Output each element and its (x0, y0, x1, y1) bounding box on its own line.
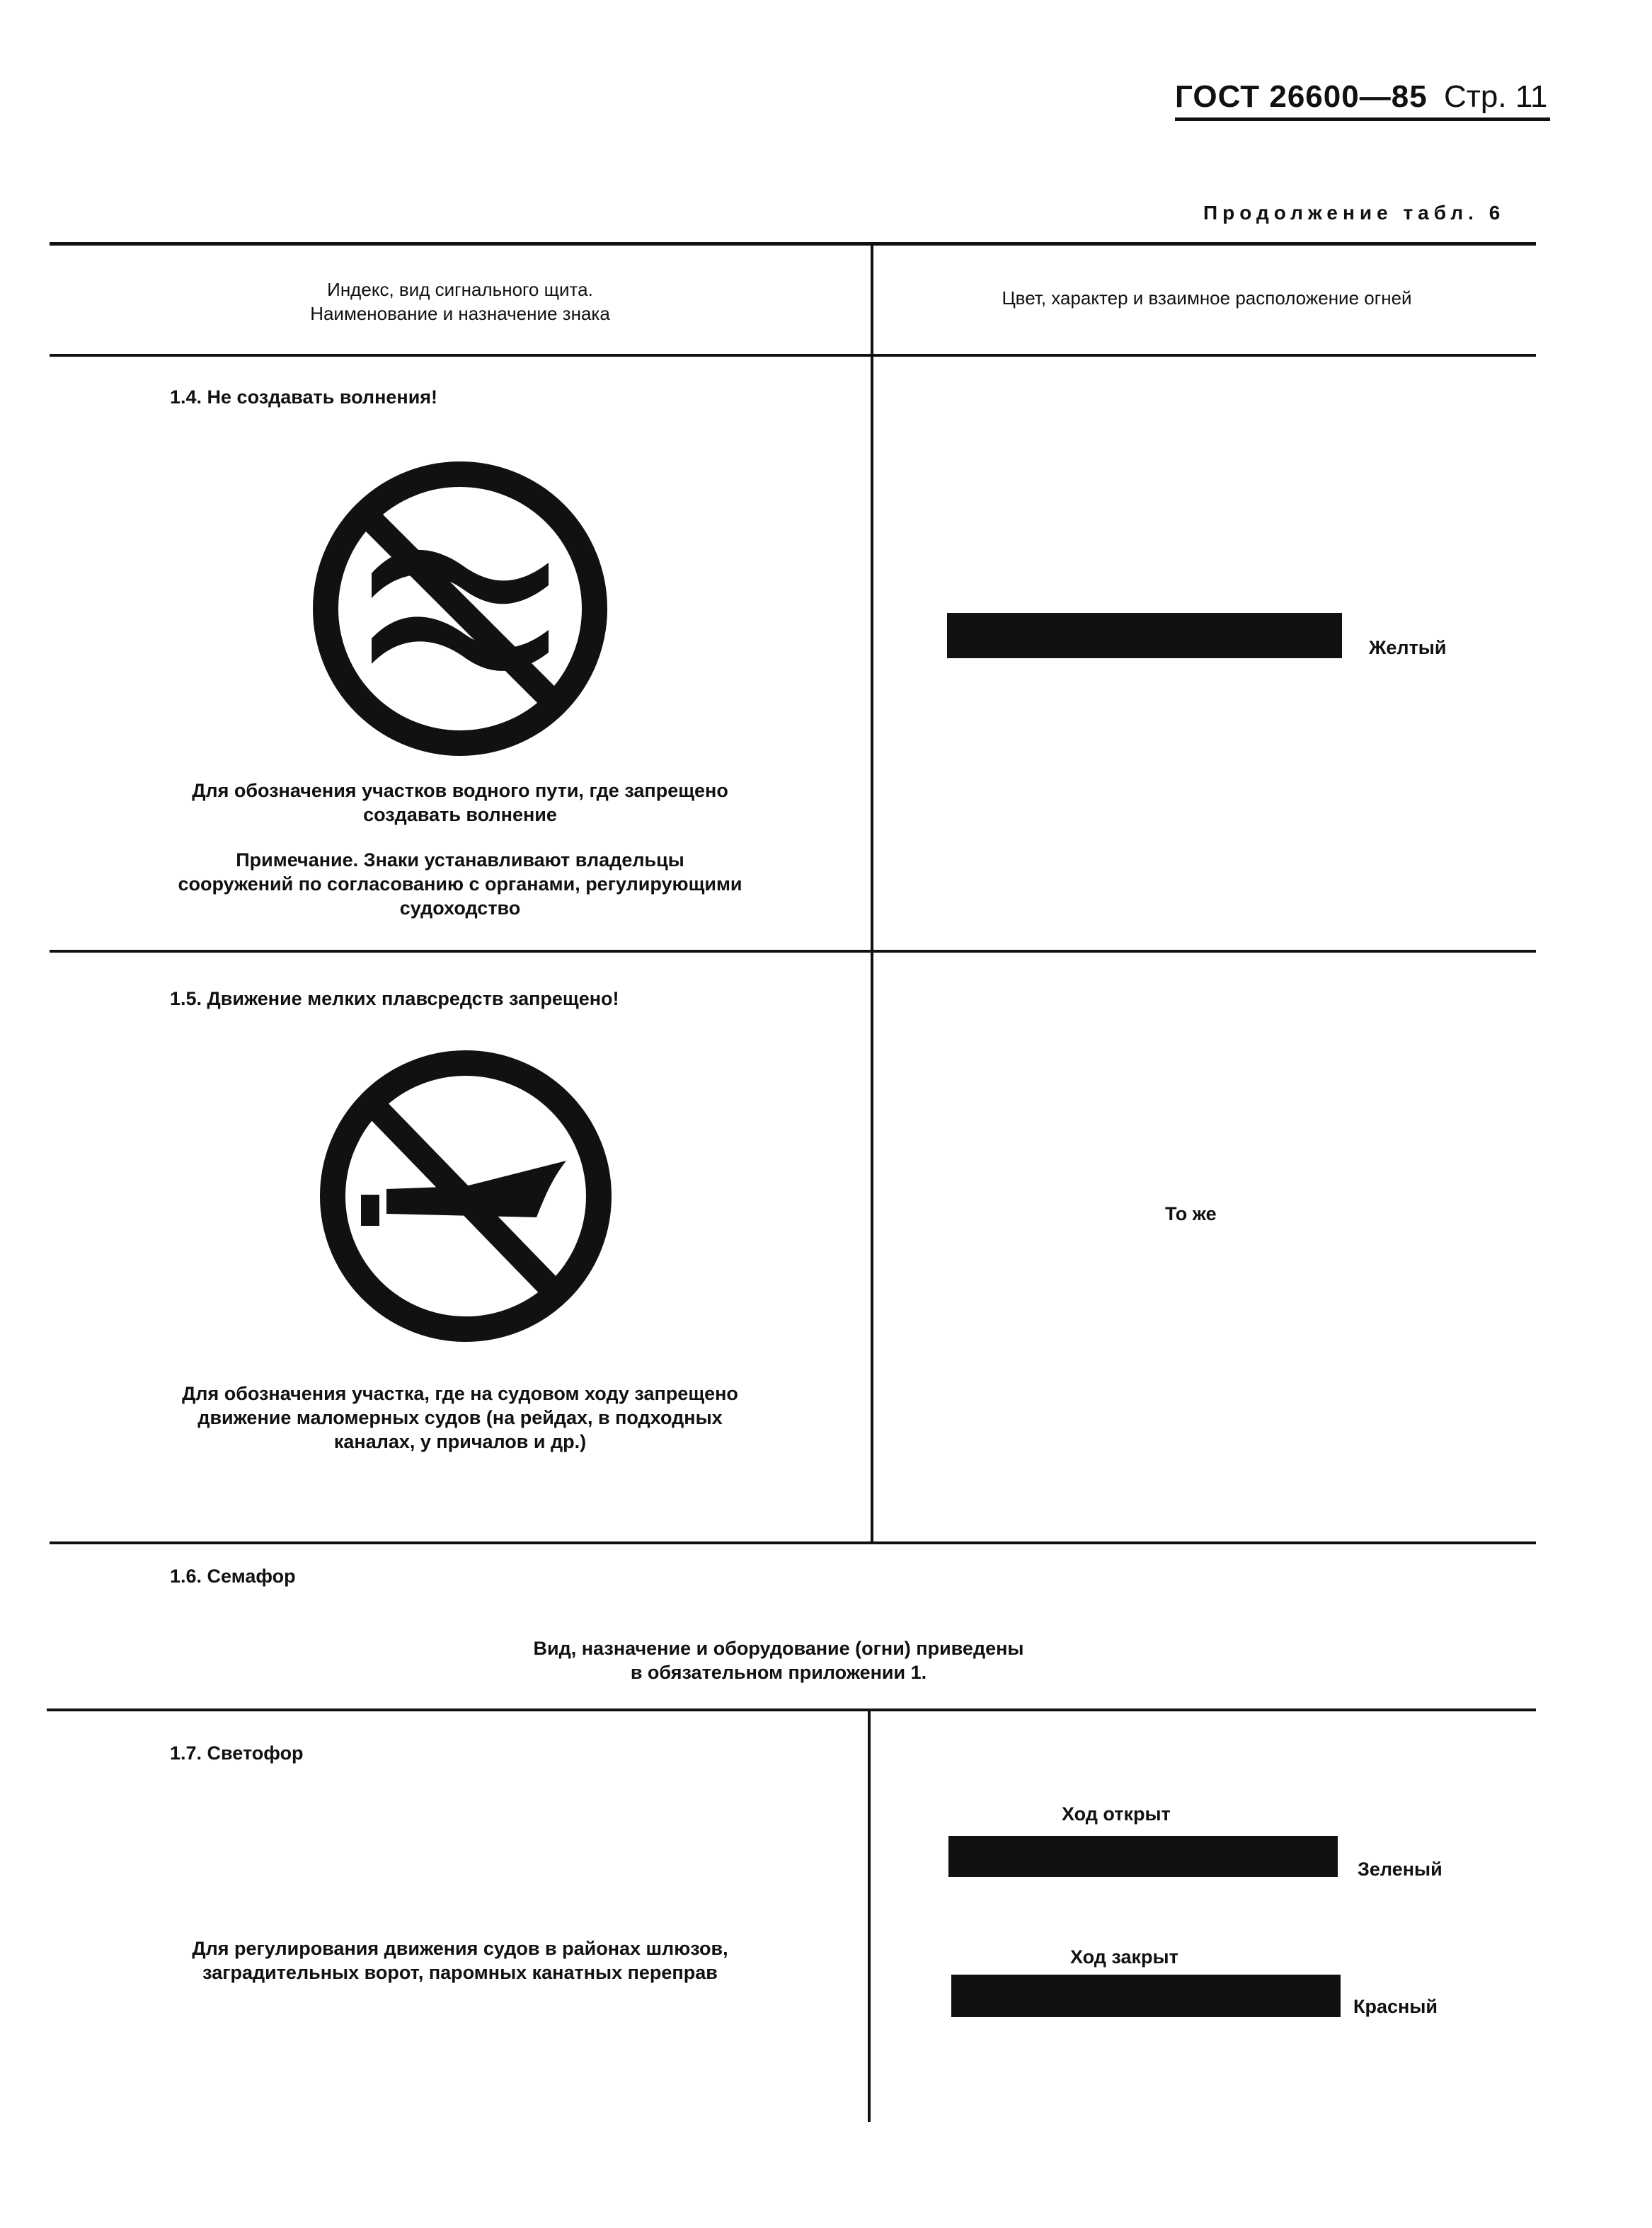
table-continuation-label: Продолжение табл. 6 (1203, 202, 1505, 224)
green-light-bar (948, 1836, 1338, 1877)
row-16-desc-line2: в обязательном приложении 1. (630, 1662, 927, 1683)
open-channel-label: Ход открыт (1062, 1803, 1171, 1825)
column-divider-bottom (868, 1709, 871, 2122)
red-light-label: Красный (1353, 1996, 1438, 2017)
column-divider-top (871, 242, 873, 1544)
row-17-title: 1.7. Светофор (170, 1742, 304, 1764)
no-small-craft-sign-icon (310, 1040, 621, 1352)
row-17-desc-line2: заградительных ворот, паромных канатных переправ (202, 1962, 718, 1983)
table-top-border (50, 242, 1536, 246)
col1-header-line2: Наименование и назначение знака (310, 303, 610, 324)
row-14-desc-line1: Для обозначения участков водного пути, где запрещено (192, 780, 728, 801)
table-header-bottom-border (50, 354, 1536, 357)
page-header-gost: ГОСТ 26600—85 (1175, 79, 1428, 114)
boat-stern (361, 1195, 379, 1226)
row-14-bottom-border (50, 950, 1536, 953)
red-light-bar (951, 1975, 1341, 2017)
yellow-light-bar (947, 613, 1342, 658)
row-17-desc-line1: Для регулирования движения судов в районах шлюзов, (192, 1938, 728, 1959)
closed-channel-label: Ход закрыт (1070, 1946, 1178, 1968)
col1-header-line1: Индекс, вид сигнального щита. (327, 279, 593, 300)
row-14-title: 1.4. Не создавать волнения! (170, 386, 438, 408)
row-14-note-line3: судоходство (399, 897, 521, 919)
yellow-light-label: Желтый (1369, 637, 1447, 658)
row-15-bottom-border (50, 1541, 1536, 1544)
row-15-description (106, 1382, 814, 1454)
row-16-bottom-border (47, 1709, 1536, 1711)
prohibition-slash (365, 513, 556, 704)
header-underline (1175, 117, 1550, 121)
row-16-desc-line1: Вид, назначение и оборудование (огни) приведены (533, 1638, 1024, 1659)
row-15-desc-line2: движение маломерных судов (на рейдах, в подходных (197, 1407, 723, 1428)
green-light-label: Зеленый (1358, 1859, 1442, 1880)
row-16-title: 1.6. Семафор (170, 1566, 296, 1587)
row-15-title: 1.5. Движение мелких плавсредств запрещено! (170, 988, 619, 1009)
row-15-same-as-above: То же (1165, 1203, 1217, 1224)
no-waves-sign-icon (304, 453, 616, 764)
row-14-note-line2: сооружений по согласованию с органами, регулирующими (178, 873, 742, 895)
col2-header: Цвет, характер и взаимное расположение огней (1002, 287, 1412, 309)
row-17-description (106, 1936, 814, 1985)
row-16-description (425, 1636, 1132, 1684)
row-14-note (106, 848, 814, 920)
row-15-desc-line3: каналах, у причалов и др.) (333, 1431, 587, 1452)
row-14-desc-line2: создавать волнение (363, 804, 557, 825)
col1-header (71, 277, 849, 326)
row-14-description (106, 779, 814, 827)
row-14-note-line1: Примечание. Знаки устанавливают владельцы (236, 849, 684, 871)
page-header-page: Стр. 11 (1444, 79, 1548, 114)
row-15-desc-line1: Для обозначения участка, где на судовом ходу запрещено (182, 1383, 738, 1404)
